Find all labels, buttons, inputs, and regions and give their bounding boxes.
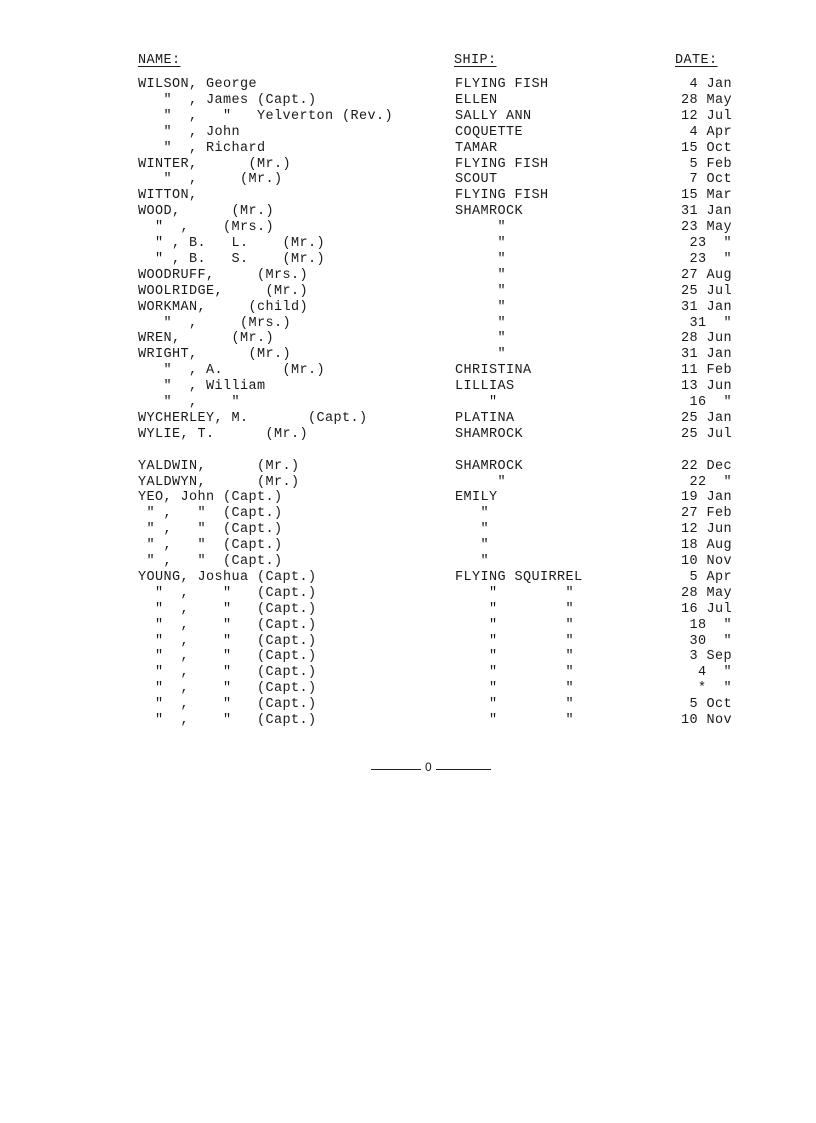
row-name: WRIGHT, (Mr.) (138, 347, 292, 363)
row-ship: " " (455, 697, 575, 713)
header-date: DATE: (675, 53, 718, 68)
row-ship: " (455, 522, 490, 538)
row-name: " , (Mrs.) (138, 315, 292, 331)
row-ship: " (455, 236, 507, 251)
row-date: 15 Oct (680, 140, 732, 156)
row-date: 23 " (689, 236, 732, 251)
row-ship: " " (455, 633, 575, 649)
row-ship: " " (455, 601, 575, 617)
end-divider-left (371, 769, 421, 770)
row-ship: FLYING FISH (455, 156, 549, 172)
row-ship: SALLY ANN (455, 108, 532, 124)
row-ship: " (455, 347, 507, 363)
end-mark: 0 (425, 760, 432, 774)
row-date: 27 Feb (680, 506, 732, 522)
row-name: " , " (Capt.) (138, 665, 317, 681)
row-name: " , B. S. (Mr.) (138, 251, 326, 267)
row-name: WILSON, George (138, 77, 258, 92)
row-name: WORKMAN, (child) (138, 299, 309, 315)
row-date: 28 May (680, 585, 732, 601)
row-date: 25 Jan (680, 410, 732, 426)
row-name: " , " (Capt.) (138, 649, 317, 665)
row-ship: " (455, 315, 507, 331)
row-name: WYLIE, T. (Mr.) (138, 426, 309, 442)
row-name: " , " Yelverton (Rev.) (138, 108, 394, 124)
row-name: " , A. (Mr.) (138, 363, 326, 379)
row-ship: " " (455, 585, 575, 601)
row-ship: " " (455, 617, 575, 633)
row-name: WITTON, (138, 188, 198, 204)
row-date: 28 Jun (680, 331, 732, 347)
header-ship: SHIP: (454, 53, 497, 68)
row-name: " , " (Capt.) (138, 585, 317, 601)
row-ship: CHRISTINA (455, 363, 532, 379)
row-name: " , " (Capt.) (138, 538, 283, 554)
row-date: 5 Feb (689, 156, 732, 172)
row-ship: LILLIAS (455, 379, 515, 395)
row-ship: FLYING FISH (455, 188, 549, 204)
row-date: * " (697, 681, 732, 697)
row-name: " , " (138, 395, 241, 410)
row-name: " , " (Capt.) (138, 522, 283, 538)
row-ship: COQUETTE (455, 124, 524, 140)
row-name: " , B. L. (Mr.) (138, 236, 326, 251)
row-name: " , " (Capt.) (138, 601, 317, 617)
row-ship: PLATINA (455, 410, 515, 426)
row-date: 23 May (680, 220, 732, 236)
row-name: YOUNG, Joshua (Capt.) (138, 569, 317, 585)
row-date: 3 Sep (689, 649, 732, 665)
row-date: 31 Jan (680, 299, 732, 315)
row-date: 31 " (689, 315, 732, 331)
row-date: 16 Jul (680, 601, 732, 617)
row-name: YALDWYN, (Mr.) (138, 474, 300, 490)
row-date: 31 Jan (680, 204, 732, 220)
row-date: 7 Oct (689, 172, 732, 188)
row-ship: " (455, 506, 490, 522)
row-ship: " (455, 299, 507, 315)
row-date: 12 Jul (680, 108, 732, 124)
row-name: " , " (Capt.) (138, 713, 317, 728)
row-ship: " (455, 251, 507, 267)
row-name: WOOLRIDGE, (Mr.) (138, 283, 309, 299)
row-ship: " " (455, 649, 575, 665)
row-date: 4 Jan (689, 77, 732, 92)
row-name: WYCHERLEY, M. (Capt.) (138, 410, 368, 426)
row-date: 15 Mar (680, 188, 732, 204)
row-date: 31 Jan (680, 347, 732, 363)
row-date: 22 " (689, 474, 732, 490)
row-ship: FLYING FISH (455, 77, 549, 92)
row-ship: FLYING SQUIRREL (455, 569, 583, 585)
row-name: WOODRUFF, (Mrs.) (138, 267, 309, 283)
row-name: " , " (Capt.) (138, 554, 283, 569)
row-ship: " (455, 554, 490, 569)
row-date: 13 Jun (680, 379, 732, 395)
row-name: WINTER, (Mr.) (138, 156, 292, 172)
row-name: " , " (Capt.) (138, 697, 317, 713)
row-name: " , (Mrs.) (138, 220, 275, 236)
row-name: " , (Mr.) (138, 172, 283, 188)
row-ship: " (455, 395, 498, 410)
row-ship: " " (455, 681, 575, 697)
row-date: 12 Jun (680, 522, 732, 538)
row-name: " , " (Capt.) (138, 506, 283, 522)
row-ship: " (455, 267, 507, 283)
row-name: " , Richard (138, 140, 266, 156)
row-ship: " (455, 474, 507, 490)
row-date: 11 Feb (680, 363, 732, 379)
row-date: 18 Aug (680, 538, 732, 554)
row-date: 10 Nov (680, 713, 732, 728)
row-ship: " " (455, 713, 575, 728)
row-date: 16 " (689, 395, 732, 410)
row-name: " , William (138, 379, 266, 395)
header-name: NAME: (138, 53, 181, 68)
row-date: 5 Oct (689, 697, 732, 713)
row-date: 28 May (680, 92, 732, 108)
row-name: YALDWIN, (Mr.) (138, 458, 300, 474)
row-ship: SCOUT (455, 172, 498, 188)
row-date: 18 " (689, 617, 732, 633)
row-ship: SHAMROCK (455, 426, 524, 442)
row-ship: TAMAR (455, 140, 498, 156)
row-ship: EMILY (455, 490, 498, 506)
row-date: 19 Jan (680, 490, 732, 506)
row-date: 27 Aug (680, 267, 732, 283)
row-ship: ELLEN (455, 92, 498, 108)
row-date: 30 " (689, 633, 732, 649)
row-date: 25 Jul (680, 283, 732, 299)
row-ship: " (455, 538, 490, 554)
row-name: " , " (Capt.) (138, 617, 317, 633)
row-ship: SHAMROCK (455, 204, 524, 220)
row-name: WOOD, (Mr.) (138, 204, 275, 220)
row-ship: " " (455, 665, 575, 681)
row-name: " , James (Capt.) (138, 92, 317, 108)
row-ship: SHAMROCK (455, 458, 524, 474)
row-ship: " (455, 283, 507, 299)
row-date: 10 Nov (680, 554, 732, 569)
row-date: 4 Apr (689, 124, 732, 140)
row-name: WREN, (Mr.) (138, 331, 275, 347)
row-ship: " (455, 331, 507, 347)
row-date: 22 Dec (680, 458, 732, 474)
row-name: " , " (Capt.) (138, 633, 317, 649)
row-date: 25 Jul (680, 426, 732, 442)
end-divider-right (436, 769, 491, 770)
row-date: 23 " (689, 251, 732, 267)
row-name: YEO, John (Capt.) (138, 490, 283, 506)
row-date: 5 Apr (689, 569, 732, 585)
row-ship: " (455, 220, 507, 236)
row-name: " , John (138, 124, 241, 140)
row-date: 4 " (697, 665, 732, 681)
row-name: " , " (Capt.) (138, 681, 317, 697)
